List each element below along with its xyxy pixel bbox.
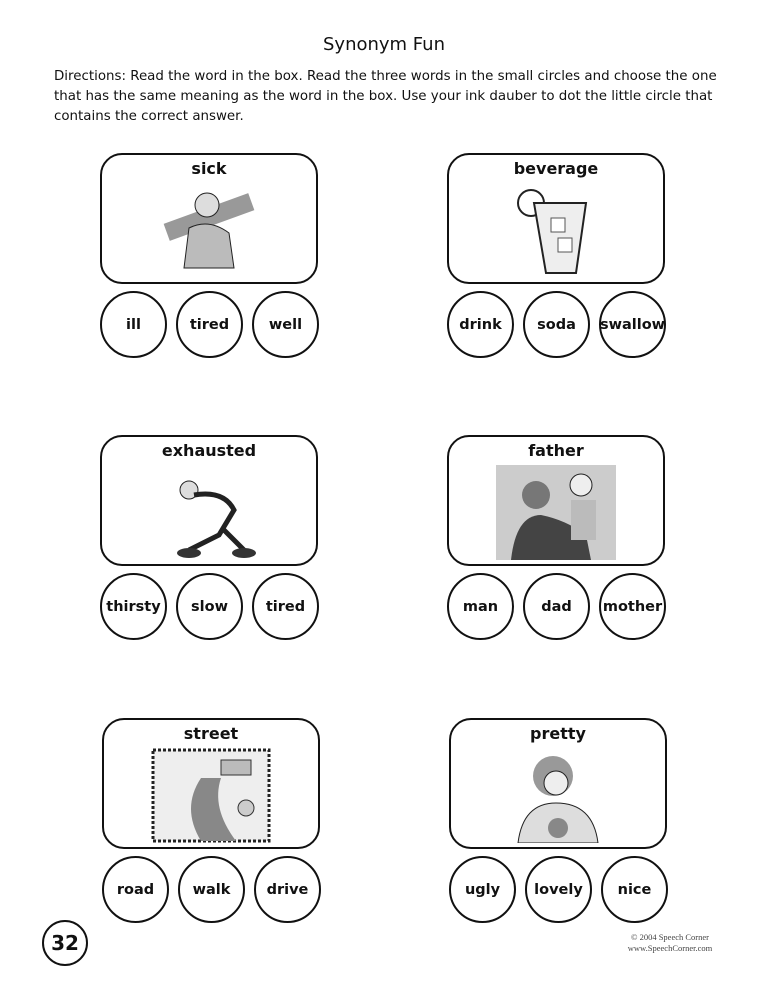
website-text: www.SpeechCorner.com (627, 943, 713, 953)
copyright (600, 932, 740, 954)
word-box (102, 718, 320, 849)
target-word: exhausted (161, 441, 257, 460)
target-word: father (528, 441, 584, 460)
answer-circle[interactable]: thirsty (100, 573, 167, 640)
answer-circle[interactable]: soda (523, 291, 590, 358)
answer-circle[interactable]: ugly (449, 856, 516, 923)
answer-circle[interactable]: road (102, 856, 169, 923)
answer-circle[interactable]: slow (176, 573, 243, 640)
word-box (447, 153, 665, 284)
word-box (100, 153, 318, 284)
directions: Directions: Read the word in the box. Read the three words in the small circles and choose the one that has the same meaning as the word in the box. Use your ink dauber to dot the little circle that contains the correct answer. (54, 69, 717, 124)
answer-circle[interactable]: lovely (525, 856, 592, 923)
target-word: sick (191, 159, 227, 178)
answer-circle[interactable]: walk (178, 856, 245, 923)
answer-circle[interactable]: nice (601, 856, 668, 923)
page-title: Synonym Fun (322, 34, 445, 55)
street-scene-icon (151, 748, 271, 843)
answer-circle[interactable]: mother (599, 573, 666, 640)
word-box (100, 435, 318, 566)
drink-glass-icon (496, 183, 616, 278)
father-baby-icon (496, 465, 616, 560)
answer-circle[interactable]: tired (252, 573, 319, 640)
answer-circle[interactable]: dad (523, 573, 590, 640)
answer-circle[interactable]: well (252, 291, 319, 358)
answer-circle[interactable]: swallow (599, 291, 666, 358)
copyright-text: © 2004 Speech Corner (631, 932, 709, 942)
target-word: pretty (530, 724, 586, 743)
answer-circle[interactable]: ill (100, 291, 167, 358)
word-box (449, 718, 667, 849)
answer-circle[interactable]: tired (176, 291, 243, 358)
pretty-woman-icon (498, 748, 618, 843)
tired-man-icon (149, 465, 269, 560)
page-number: 32 (42, 920, 88, 966)
answer-circle[interactable]: drive (254, 856, 321, 923)
sick-person-icon (149, 183, 269, 278)
target-word: beverage (513, 159, 599, 178)
target-word: street (183, 724, 239, 743)
word-box (447, 435, 665, 566)
answer-circle[interactable]: man (447, 573, 514, 640)
answer-circle[interactable]: drink (447, 291, 514, 358)
